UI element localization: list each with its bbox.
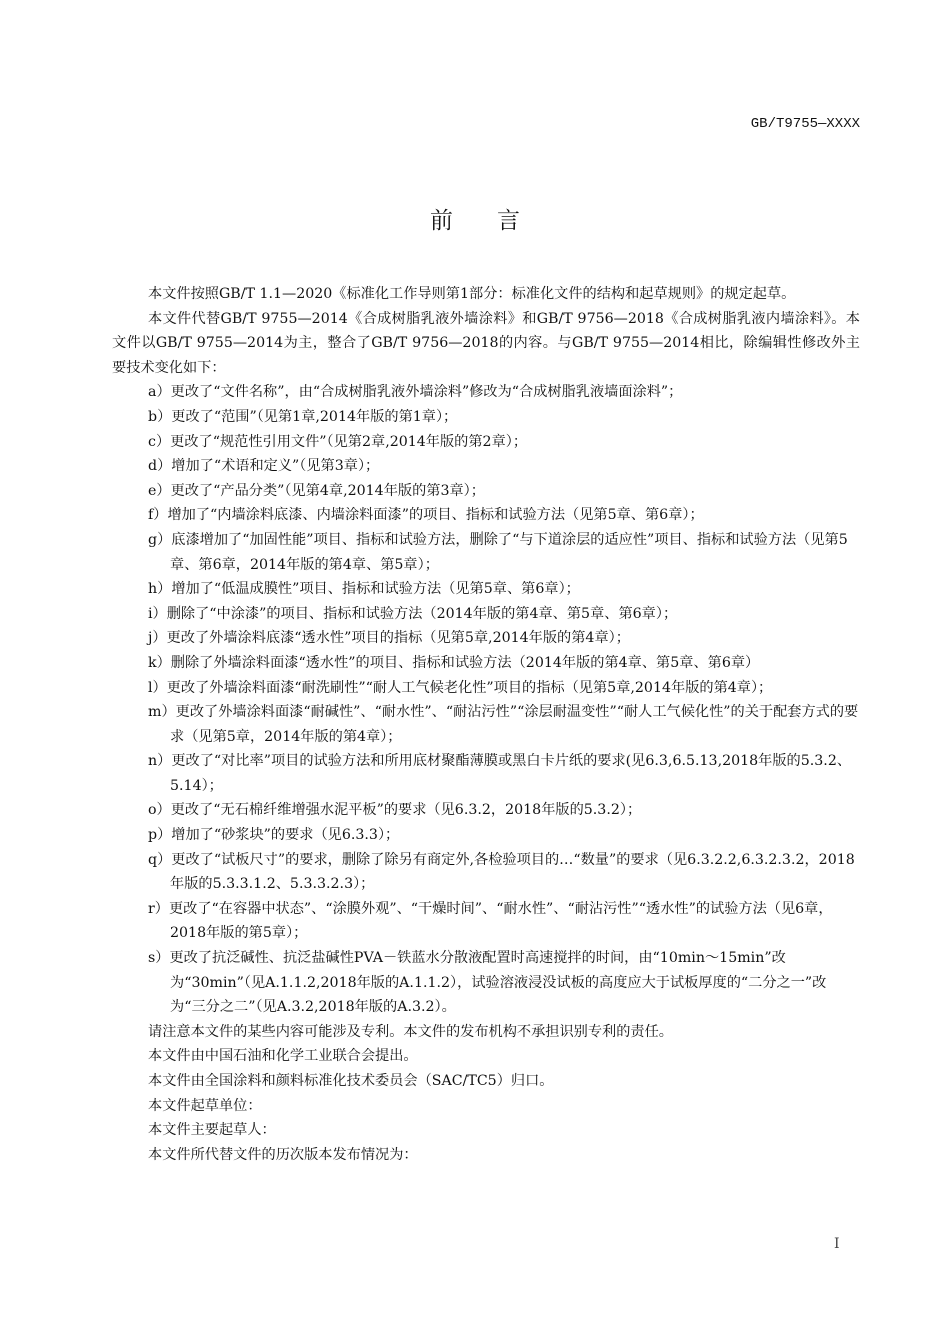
- change-item-h: h）增加了“低温成膜性”项目、指标和试验方法（见第5章、第6章）；: [148, 581, 580, 598]
- change-item-b: b）更改了“范围”（见第1章,2014年版的第1章）；: [148, 408, 458, 425]
- intro-paragraph: 本文件代替GB/T 9755—2014《合成树脂乳液外墙涂料》和GB/T 9756—2018《合成树脂乳液内墙涂料》。本文件以GB/T 9755—2014为主，整合了GB/T 9756—2018的内容。与GB/T 9755—2014相比，除编辑性修改外主要技术变化如下：: [112, 310, 860, 376]
- change-item-s: s）更改了抗泛碱性、抗泛盐碱性PVA－铁蓝水分散液配置时高速搅拌的时间，由“10min～15min”改为“30min”（见A.1.1.2,2018年版的A.1.1.2），试验溶液浸没试板的高度应大于试板厚度的“二分之一”改为“三分之二”（见A.3.2,2018年版的A.3.2）。: [148, 950, 827, 1016]
- change-item-r: r）更改了“在容器中状态”、“涂膜外观”、“干燥时间”、“耐水性”、“耐沾污性”“透水性”的试验方法（见6章，2018年版的第5章）；: [148, 900, 833, 942]
- change-item-m: m）更改了外墙涂料面漆“耐碱性”、“耐水性”、“耐沾污性”“涂层耐温变性”“耐人工气候化性”的关于配套方式的要求（见第5章，2014年版的第4章）；: [148, 704, 859, 745]
- change-item-g: g）底漆增加了“加固性能”项目、指标和试验方法，删除了“与下道涂层的适应性”项目、指标和试验方法（见第5章、第6章，2014年版的第4章、第5章）；: [148, 531, 848, 573]
- drafters-line: 本文件主要起草人：: [148, 1122, 276, 1139]
- drafting-units-line: 本文件起草单位：: [148, 1097, 262, 1114]
- document-code: GB/T9755—XXXX: [750, 116, 860, 132]
- change-item-j: j）更改了外墙涂料底漆“透水性”项目的指标（见第5章,2014年版的第4章）；: [148, 630, 630, 647]
- committee-line: 本文件由全国涂料和颜料标准化技术委员会（SAC/TC5）归口。: [148, 1073, 554, 1089]
- change-item-d: d）增加了“术语和定义”（见第3章）；: [148, 458, 380, 475]
- page-number: I: [834, 1236, 840, 1252]
- document-body: [112, 282, 860, 1167]
- page-title: 前言: [430, 208, 564, 234]
- change-item-q: q）更改了“试板尺寸”的要求，删除了除另有商定外,各检验项目的…“数量”的要求（见6.3.2.2,6.3.2.3.2，2018年版的5.3.3.1.2、5.3.3.2.3）；: [148, 851, 855, 893]
- change-item-n: n）更改了“对比率”项目的试验方法和所用底材聚酯薄膜或黑白卡片纸的要求(见6.3,6.5.13,2018年版的5.3.2、5.14）；: [148, 753, 852, 794]
- change-item-c: c）更改了“规范性引用文件”（见第2章,2014年版的第2章）；: [148, 433, 528, 450]
- change-item-o: o）更改了“无石棉纤维增强水泥平板”的要求（见6.3.2，2018年版的5.3.2）；: [148, 802, 642, 819]
- change-item-p: p）增加了“砂浆块”的要求（见6.3.3）；: [148, 827, 400, 844]
- change-item-l: l）更改了外墙涂料面漆“耐洗刷性”“耐人工气候老化性”项目的指标（见第5章,2014年版的第4章）；: [148, 679, 773, 696]
- change-item-k: k）删除了外墙涂料面漆“透水性”的项目、指标和试验方法（2014年版的第4章、第5章、第6章）: [148, 654, 760, 671]
- change-item-i: i）删除了“中涂漆”的项目、指标和试验方法（2014年版的第4章、第5章、第6章）；: [148, 605, 678, 622]
- patent-notice: 请注意本文件的某些内容可能涉及专利。本文件的发布机构不承担识别专利的责任。: [148, 1023, 673, 1040]
- intro-paragraph: 本文件按照GB/T 1.1—2020《标准化工作导则第1部分：标准化文件的结构和起草规则》的规定起草。: [148, 286, 796, 302]
- proposer-line: 本文件由中国石油和化学工业联合会提出。: [148, 1048, 418, 1065]
- change-item-a: a）更改了“文件名称”，由“合成树脂乳液外墙涂料”修改为“合成树脂乳液墙面涂料”；: [148, 384, 683, 401]
- change-item-f: f）增加了“内墙涂料底漆、内墙涂料面漆”的项目、指标和试验方法（见第5章、第6章）；: [148, 507, 704, 524]
- changes-list: [112, 380, 860, 1019]
- history-line: 本文件所代替文件的历次版本发布情况为：: [148, 1146, 418, 1163]
- change-item-e: e）更改了“产品分类”（见第4章,2014年版的第3章）；: [148, 482, 485, 499]
